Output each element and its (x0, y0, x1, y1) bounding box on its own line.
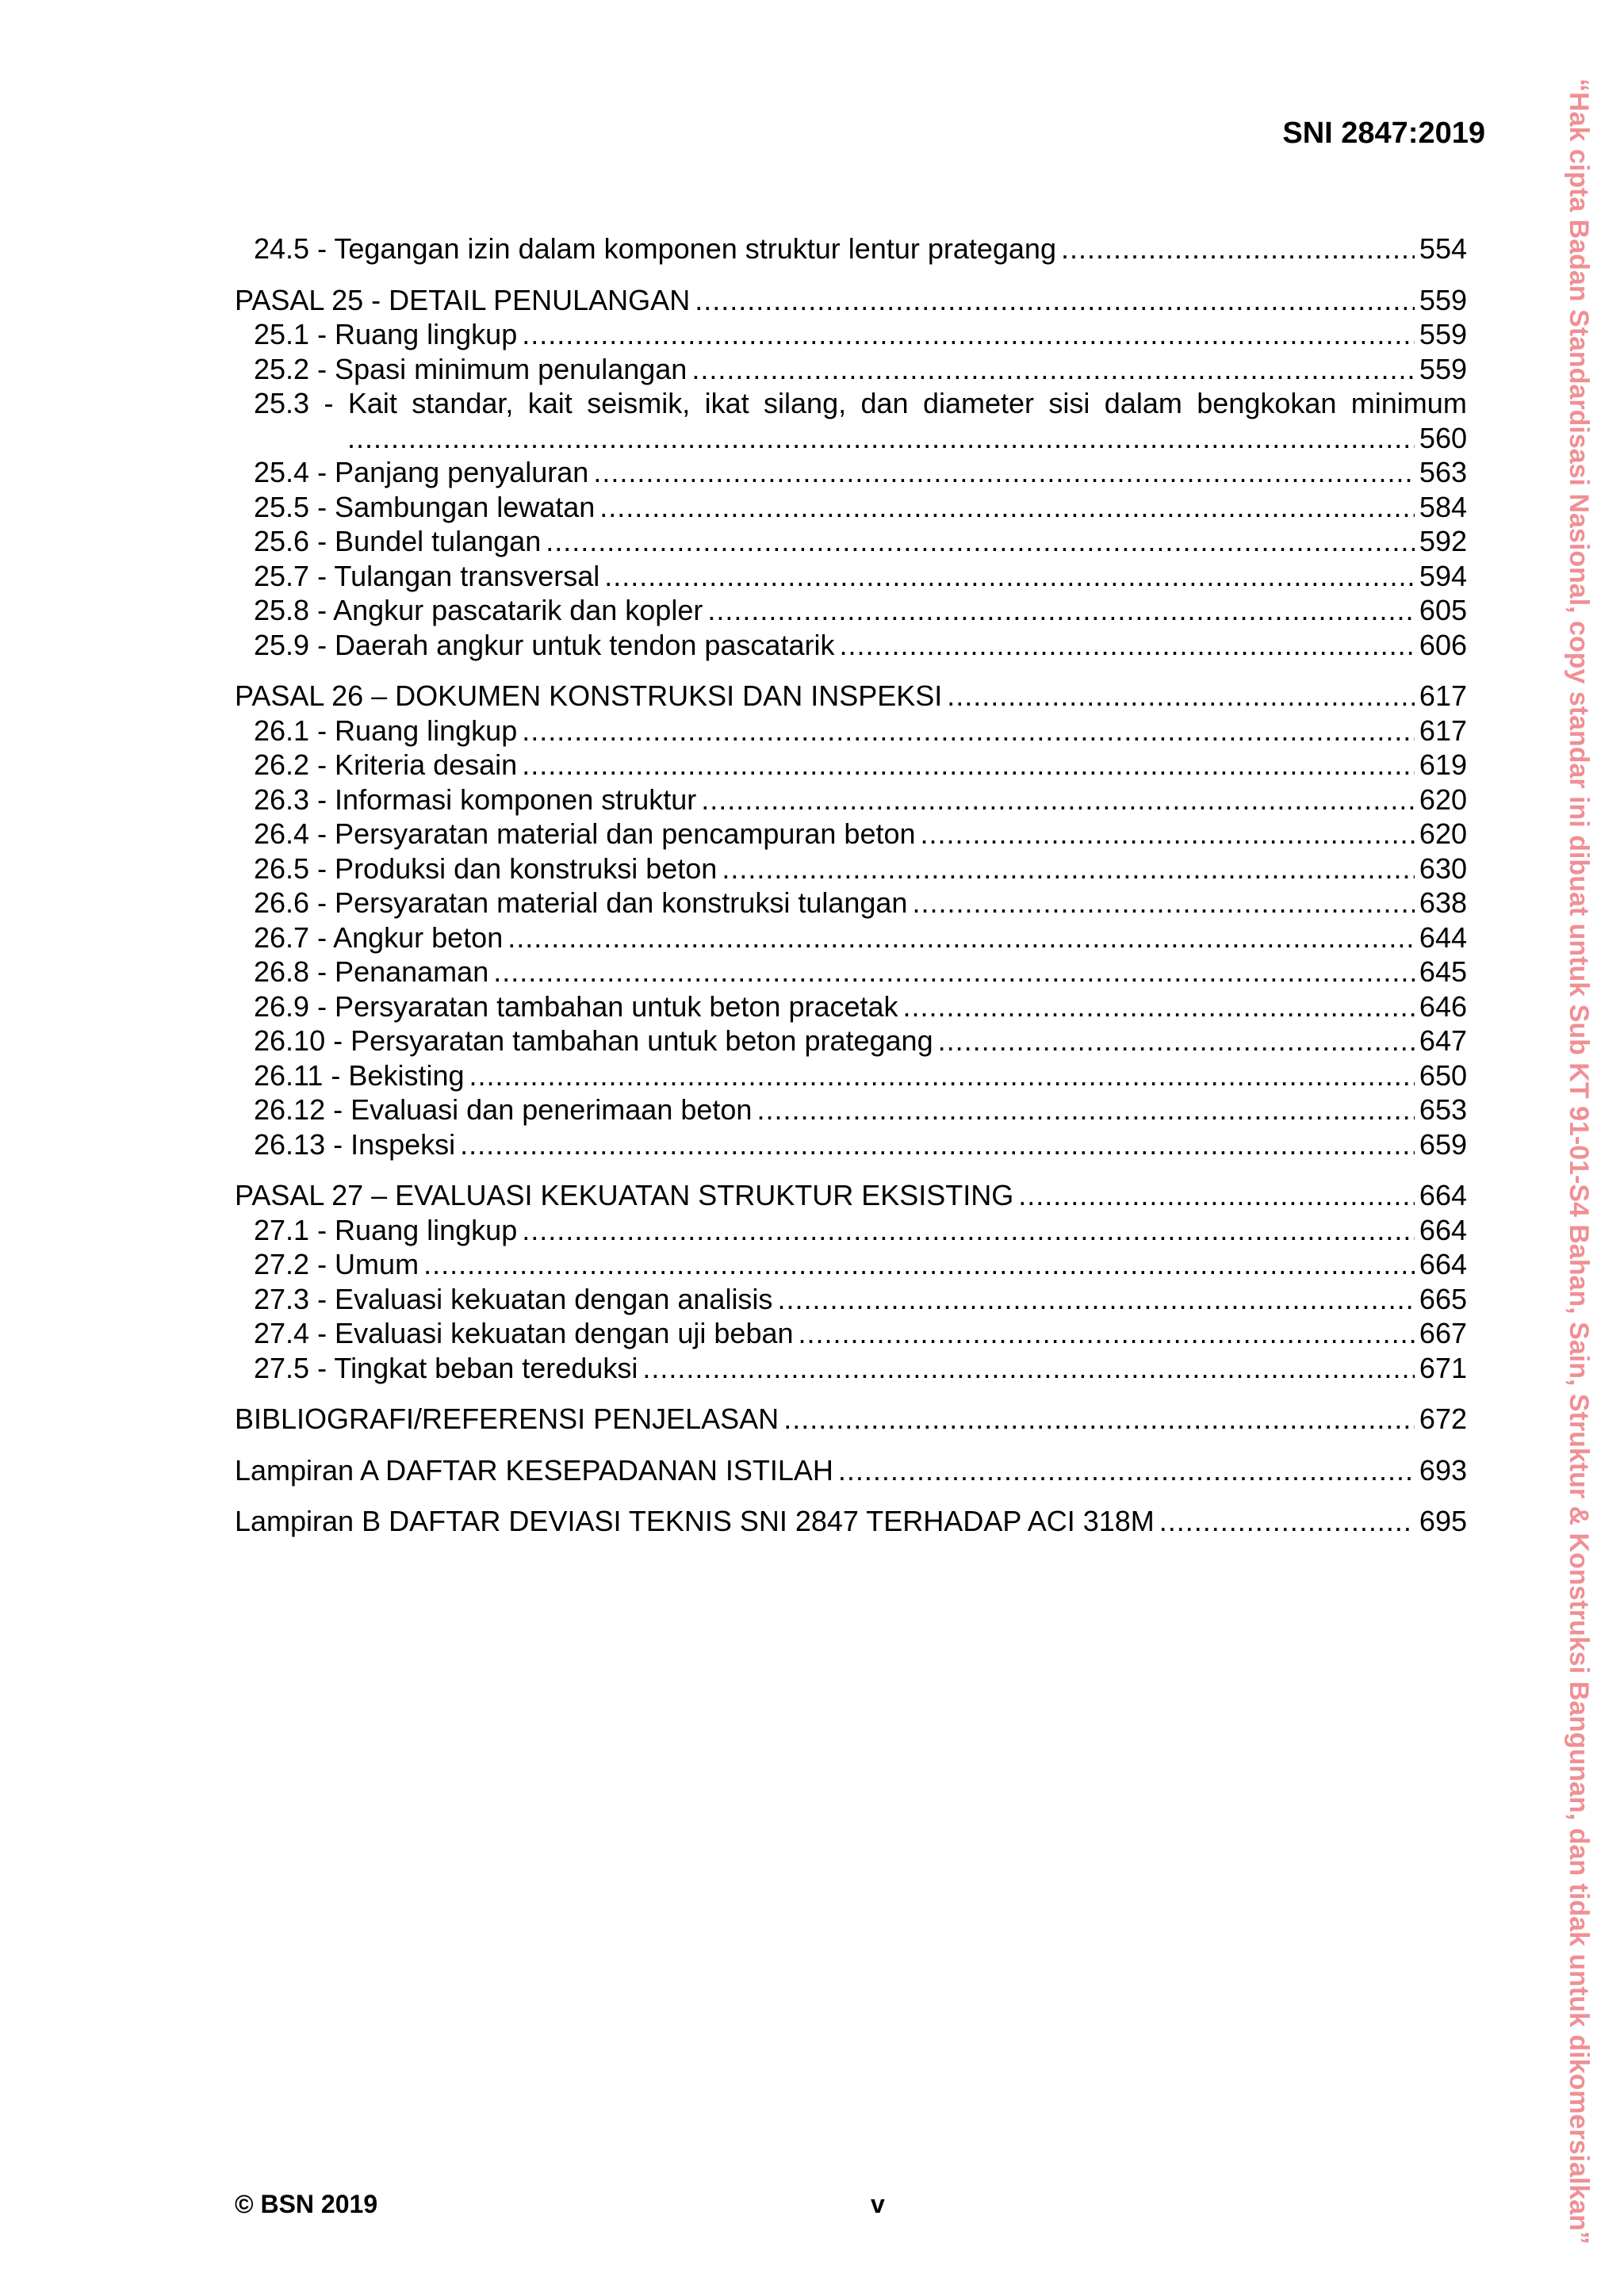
toc-entry-word: diameter (922, 387, 1035, 419)
toc-entry-word: standar, (412, 387, 514, 419)
toc-entry-word: kait (527, 387, 573, 419)
toc-entry-page: 671 (1419, 1351, 1467, 1384)
toc-entry-word: sisi (1048, 387, 1090, 419)
toc-chapter-title: PASAL 25 - DETAIL PENULANGAN (235, 283, 691, 316)
toc-entry-page: 664 (1419, 1213, 1467, 1246)
toc-entry-title: 25.9 - Daerah angkur untuk tendon pascatarik (254, 628, 835, 661)
toc-entry-page: 584 (1419, 490, 1467, 523)
toc-entry-word: minimum (1350, 387, 1467, 419)
toc-entry-title: 25.2 - Spasi minimum penulangan (254, 352, 688, 385)
toc-entry-title: 26.3 - Informasi komponen struktur (254, 783, 697, 816)
dot-leader (838, 1453, 1415, 1488)
toc-entry-25-2[interactable] (235, 352, 1467, 387)
toc-entry-25-3-page-line[interactable] (235, 421, 1467, 456)
toc-entry-26-7[interactable] (235, 920, 1467, 955)
toc-entry-26-13[interactable] (235, 1127, 1467, 1162)
toc-entry-page: 653 (1419, 1093, 1467, 1126)
toc-chapter-page: 693 (1419, 1453, 1467, 1487)
toc-lampiran-b[interactable] (235, 1504, 1467, 1539)
toc-entry-page: 630 (1419, 851, 1467, 885)
dot-leader (1018, 1178, 1415, 1213)
toc-entry-word: Kait (347, 387, 397, 419)
dot-leader (522, 748, 1415, 783)
toc-entry-word: ikat (704, 387, 749, 419)
toc-entry-26-11[interactable] (235, 1058, 1467, 1093)
toc-entry-page: 592 (1419, 525, 1467, 557)
toc-entry-title: 26.4 - Persyaratan material dan pencampuran beton (254, 817, 916, 850)
dot-leader (701, 783, 1415, 817)
toc-entry-title: 26.10 - Persyaratan tambahan untuk beton prategang (254, 1024, 933, 1057)
footer-page-number: v (871, 2190, 885, 2218)
toc-entry-page: 554 (1419, 232, 1467, 265)
toc-entry-title: 25.4 - Panjang penyaluran (254, 456, 589, 488)
toc-entry-title: 27.3 - Evaluasi kekuatan dengan analisis (254, 1282, 773, 1315)
toc-chapter-title: Lampiran B DAFTAR DEVIASI TEKNIS SNI 2847 TERHADAP ACI 318M (235, 1505, 1155, 1537)
toc-chapter-26[interactable] (235, 679, 1467, 714)
toc-entry-26-1[interactable] (235, 714, 1467, 748)
copyright-watermark: “Hak cipta Badan Standardisasi Nasional, copy standar ini dibuat untuk Sub KT 91-01-S4 Bahan, Sain, Struktur & Konstruksi Bangunan, dan tidak untuk dikomersialkan” (1564, 78, 1594, 2244)
dot-leader (799, 1316, 1415, 1351)
dot-leader (347, 421, 1415, 456)
toc-entry-26-10[interactable] (235, 1024, 1467, 1058)
toc-entry-25-6[interactable] (235, 524, 1467, 559)
toc-entry-page: 559 (1419, 318, 1467, 350)
toc-entry-title: 26.5 - Produksi dan konstruksi beton (254, 851, 718, 885)
toc-bibliografi[interactable] (235, 1402, 1467, 1437)
dot-leader (522, 1213, 1415, 1248)
toc-entry-26-12[interactable] (235, 1093, 1467, 1127)
toc-entry-25-8[interactable] (235, 593, 1467, 628)
toc-chapter-title: BIBLIOGRAFI/REFERENSI PENJELASAN (235, 1402, 779, 1435)
toc-entry-word: seismik, (587, 387, 691, 419)
dot-leader (508, 920, 1415, 955)
toc-chapter-page: 695 (1419, 1505, 1467, 1537)
dot-leader (522, 317, 1415, 352)
toc-entry-27-1[interactable] (235, 1213, 1467, 1248)
toc-entry-26-3[interactable] (235, 783, 1467, 817)
toc-entry-title: 26.6 - Persyaratan material dan konstruksi tulangan (254, 886, 908, 919)
toc-entry-page: 647 (1419, 1024, 1467, 1057)
toc-entry-page: 664 (1419, 1248, 1467, 1280)
toc-entry-title: 25.1 - Ruang lingkup (254, 318, 518, 350)
dot-leader (947, 679, 1415, 714)
dot-leader (756, 1093, 1414, 1127)
toc-entry-26-5[interactable] (235, 851, 1467, 886)
toc-chapter-title: Lampiran A DAFTAR KESEPADANAN ISTILAH (235, 1453, 833, 1487)
toc-entry-27-4[interactable] (235, 1316, 1467, 1351)
dot-leader (839, 628, 1414, 663)
toc-entry-word: - (324, 387, 334, 419)
toc-entry-title: 26.1 - Ruang lingkup (254, 714, 518, 747)
toc-entry-27-2[interactable] (235, 1247, 1467, 1282)
dot-leader (604, 559, 1415, 594)
toc-chapter-27[interactable] (235, 1178, 1467, 1213)
dot-leader (599, 490, 1415, 525)
dot-leader (522, 714, 1415, 748)
toc-entry-page: 645 (1419, 955, 1467, 988)
toc-entry-title: 27.5 - Tingkat beban tereduksi (254, 1351, 638, 1384)
dot-leader (460, 1127, 1415, 1162)
toc-entry-title: 26.12 - Evaluasi dan penerimaan beton (254, 1093, 753, 1126)
dot-leader (423, 1247, 1415, 1282)
toc-entry-page: 620 (1419, 817, 1467, 850)
toc-entry-title: 27.1 - Ruang lingkup (254, 1213, 518, 1246)
toc-entry-title: 27.4 - Evaluasi kekuatan dengan uji beban (254, 1317, 794, 1349)
table-of-contents (235, 232, 1467, 1539)
toc-chapter-page: 559 (1419, 283, 1467, 316)
toc-entry-title: 24.5 - Tegangan izin dalam komponen struktur lentur prategang (254, 232, 1056, 265)
toc-entry-27-5[interactable] (235, 1351, 1467, 1386)
toc-entry-page: 665 (1419, 1282, 1467, 1315)
toc-entry-title: 25.5 - Sambungan lewatan (254, 490, 596, 523)
dot-leader (695, 283, 1415, 318)
toc-entry-page: 638 (1419, 886, 1467, 919)
toc-entry-25-7[interactable] (235, 559, 1467, 594)
dot-leader (691, 352, 1415, 387)
toc-chapter-page: 672 (1419, 1402, 1467, 1435)
toc-entry-title: 26.13 - Inspeksi (254, 1127, 456, 1161)
toc-entry-title: 26.9 - Persyaratan tambahan untuk beton pracetak (254, 989, 898, 1023)
toc-chapter-page: 664 (1419, 1179, 1467, 1211)
toc-entry-title: 26.2 - Kriteria desain (254, 748, 518, 781)
toc-entry-page: 659 (1419, 1127, 1467, 1161)
dot-leader (469, 1058, 1414, 1093)
toc-entry-page: 563 (1419, 456, 1467, 488)
toc-chapter-page: 617 (1419, 679, 1467, 712)
toc-entry-page: 559 (1419, 352, 1467, 385)
toc-entry-page: 617 (1419, 714, 1467, 747)
toc-entry-page: 560 (1419, 421, 1467, 454)
toc-entry-25-4[interactable] (235, 455, 1467, 490)
dot-leader (493, 955, 1415, 989)
dot-leader (707, 593, 1415, 628)
toc-chapter-title: PASAL 26 – DOKUMEN KONSTRUKSI DAN INSPEKSI (235, 679, 943, 712)
dot-leader (722, 851, 1415, 886)
dot-leader (642, 1351, 1415, 1386)
toc-entry-page: 667 (1419, 1317, 1467, 1349)
dot-leader (1159, 1504, 1415, 1539)
dot-leader (938, 1024, 1415, 1058)
toc-entry-24-5[interactable] (235, 232, 1467, 266)
dot-leader (921, 817, 1415, 851)
toc-entry-title: 25.7 - Tulangan transversal (254, 559, 600, 592)
toc-entry-page: 605 (1419, 594, 1467, 626)
toc-entry-26-6[interactable] (235, 886, 1467, 920)
toc-entry-title: 25.6 - Bundel tulangan (254, 525, 542, 557)
toc-entry-page: 620 (1419, 783, 1467, 816)
toc-entry-page: 619 (1419, 748, 1467, 781)
toc-entry-page: 644 (1419, 920, 1467, 954)
toc-entry-title: 27.2 - Umum (254, 1248, 419, 1280)
toc-entry-title: 26.8 - Penanaman (254, 955, 489, 988)
toc-entry-page: 594 (1419, 559, 1467, 592)
toc-entry-25-1[interactable] (235, 317, 1467, 352)
document-code: SNI 2847:2019 (1282, 117, 1485, 150)
footer-copyright: © BSN 2019 (235, 2190, 378, 2218)
dot-leader (777, 1282, 1414, 1317)
toc-entry-25-9[interactable] (235, 628, 1467, 663)
toc-entry-26-4[interactable] (235, 817, 1467, 851)
dot-leader (593, 455, 1415, 490)
toc-entry-title: 26.11 - Bekisting (254, 1058, 465, 1092)
toc-entry-page: 646 (1419, 989, 1467, 1023)
dot-leader (912, 886, 1414, 920)
toc-entry-title: 26.7 - Angkur beton (254, 920, 504, 954)
toc-entry-page: 606 (1419, 628, 1467, 661)
toc-entry-word: bengkokan (1197, 387, 1337, 419)
dot-leader (546, 524, 1415, 559)
toc-entry-25-5[interactable] (235, 490, 1467, 525)
toc-chapter-25[interactable] (235, 283, 1467, 318)
toc-entry-26-9[interactable] (235, 989, 1467, 1024)
toc-lampiran-a[interactable] (235, 1453, 1467, 1488)
dot-leader (903, 989, 1415, 1024)
toc-entry-27-3[interactable] (235, 1282, 1467, 1317)
toc-entry-title: 25.8 - Angkur pascatarik dan kopler (254, 594, 703, 626)
toc-entry-word: dan (860, 387, 909, 419)
toc-chapter-title: PASAL 27 – EVALUASI KEKUATAN STRUKTUR EKSISTING (235, 1179, 1014, 1211)
toc-entry-26-8[interactable] (235, 955, 1467, 989)
toc-entry-page: 650 (1419, 1058, 1467, 1092)
toc-entry-word: silang, (764, 387, 847, 419)
toc-entry-26-2[interactable] (235, 748, 1467, 783)
toc-entry-25-3-title-line[interactable] (235, 386, 1467, 421)
toc-entry-word: dalam (1104, 387, 1182, 419)
dot-leader (1061, 232, 1415, 266)
dot-leader (783, 1402, 1415, 1437)
toc-entry-word: 25.3 (254, 387, 310, 419)
